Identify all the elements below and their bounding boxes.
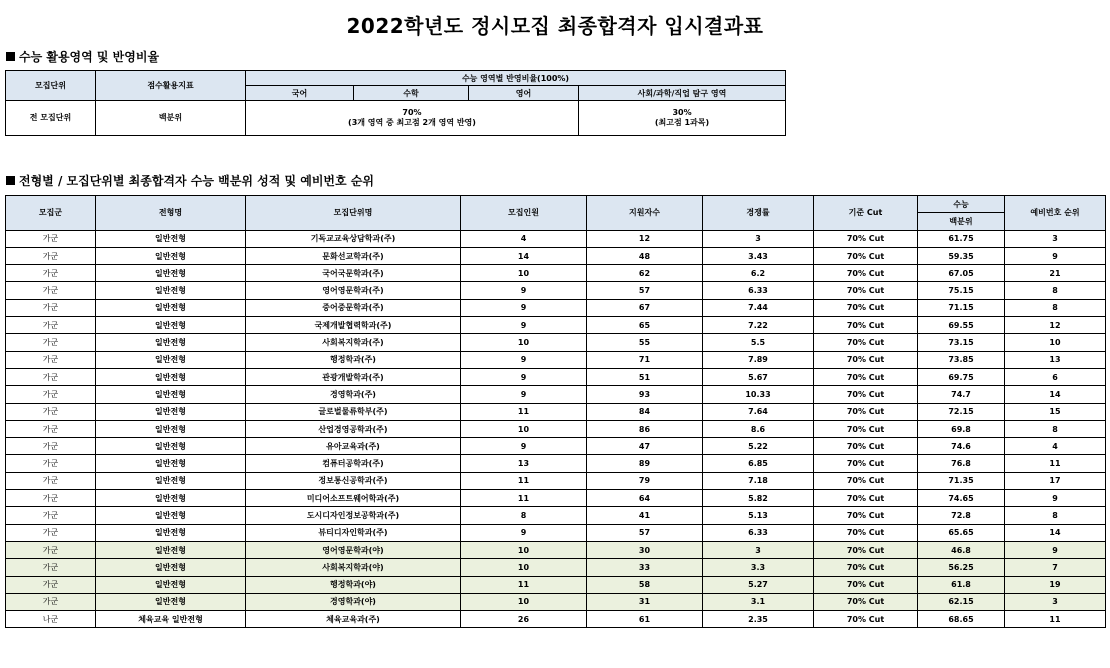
table-row — [6, 334, 1106, 351]
row-unit: 전 모집단위 — [6, 101, 96, 136]
cell-quota: 9 — [461, 282, 587, 299]
row-inquiry-ratio — [579, 101, 786, 136]
cell-waitlist: 6 — [1005, 368, 1106, 385]
cell-group: 가군 — [6, 455, 96, 472]
cell-type: 일반전형 — [96, 576, 246, 593]
cell-applicants: 31 — [587, 593, 703, 610]
cell-applicants: 64 — [587, 490, 703, 507]
header-inquiry: 사회/과학/직업 탐구 영역 — [579, 86, 786, 101]
table-row — [6, 524, 1106, 541]
cell-quota: 10 — [461, 334, 587, 351]
cell-group: 가군 — [6, 403, 96, 420]
table-row — [6, 576, 1106, 593]
cell-rate: 6.2 — [703, 265, 814, 282]
cell-applicants: 67 — [587, 299, 703, 316]
cell-quota: 8 — [461, 507, 587, 524]
cell-waitlist: 9 — [1005, 541, 1106, 558]
header-math: 수학 — [354, 86, 469, 101]
cell-type: 일반전형 — [96, 403, 246, 420]
cell-percentile: 71.35 — [918, 472, 1005, 489]
cell-group: 가군 — [6, 472, 96, 489]
header-unit: 모집단위 — [6, 71, 96, 101]
cell-type: 일반전형 — [96, 455, 246, 472]
cell-percentile: 56.25 — [918, 559, 1005, 576]
cell-unit-name: 미디어소프트웨어학과(주) — [246, 490, 461, 507]
cell-applicants: 41 — [587, 507, 703, 524]
cell-waitlist: 8 — [1005, 420, 1106, 437]
cell-group: 가군 — [6, 299, 96, 316]
section-heading-suneung-ratio — [6, 48, 159, 65]
cell-cut: 70% Cut — [814, 507, 918, 524]
cell-rate: 7.89 — [703, 351, 814, 368]
cell-waitlist: 19 — [1005, 576, 1106, 593]
inquiry-ratio-value: 30% — [672, 108, 692, 117]
cell-group: 가군 — [6, 247, 96, 264]
cell-rate: 6.85 — [703, 455, 814, 472]
cell-waitlist: 7 — [1005, 559, 1106, 576]
cell-group: 가군 — [6, 230, 96, 247]
table-row — [6, 490, 1106, 507]
header-waitlist: 예비번호 순위 — [1005, 196, 1106, 231]
cell-cut: 70% Cut — [814, 455, 918, 472]
table-row — [6, 317, 1106, 334]
cell-group: 가군 — [6, 541, 96, 558]
section-heading-label: 전형별 / 모집단위별 최종합격자 수능 백분위 성적 및 예비번호 순위 — [19, 174, 374, 188]
main-ratio-value: 70% — [402, 108, 422, 117]
cell-applicants: 61 — [587, 611, 703, 628]
table-row — [6, 351, 1106, 368]
cell-unit-name: 뷰티디자인학과(주) — [246, 524, 461, 541]
cell-percentile: 68.65 — [918, 611, 1005, 628]
cell-percentile: 74.7 — [918, 386, 1005, 403]
square-bullet-icon — [6, 52, 15, 61]
cell-quota: 13 — [461, 455, 587, 472]
cell-applicants: 48 — [587, 247, 703, 264]
cell-percentile: 69.8 — [918, 420, 1005, 437]
cell-quota: 9 — [461, 438, 587, 455]
cell-group: 가군 — [6, 420, 96, 437]
cell-quota: 14 — [461, 247, 587, 264]
table-row — [6, 472, 1106, 489]
cell-cut: 70% Cut — [814, 317, 918, 334]
cell-applicants: 12 — [587, 230, 703, 247]
cell-quota: 9 — [461, 386, 587, 403]
cell-cut: 70% Cut — [814, 386, 918, 403]
cell-type: 일반전형 — [96, 368, 246, 385]
cell-waitlist: 14 — [1005, 524, 1106, 541]
cell-group: 가군 — [6, 351, 96, 368]
table-row — [6, 559, 1106, 576]
cell-type: 일반전형 — [96, 541, 246, 558]
cell-rate: 5.13 — [703, 507, 814, 524]
cell-unit-name: 중어중문학과(주) — [246, 299, 461, 316]
cell-percentile: 69.55 — [918, 317, 1005, 334]
header-ratio: 수능 영역별 반영비율(100%) — [246, 71, 786, 86]
cell-percentile: 69.75 — [918, 368, 1005, 385]
cell-cut: 70% Cut — [814, 334, 918, 351]
cell-cut: 70% Cut — [814, 559, 918, 576]
cell-rate: 6.33 — [703, 282, 814, 299]
cell-group: 나군 — [6, 611, 96, 628]
cell-cut: 70% Cut — [814, 472, 918, 489]
cell-quota: 9 — [461, 299, 587, 316]
cell-cut: 70% Cut — [814, 282, 918, 299]
cell-unit-name: 정보통신공학과(주) — [246, 472, 461, 489]
cell-unit-name: 사회복지학과(야) — [246, 559, 461, 576]
cell-type: 일반전형 — [96, 317, 246, 334]
cell-percentile: 62.15 — [918, 593, 1005, 610]
cell-cut: 70% Cut — [814, 351, 918, 368]
cell-unit-name: 영어영문학과(주) — [246, 282, 461, 299]
cell-type: 일반전형 — [96, 351, 246, 368]
cell-applicants: 79 — [587, 472, 703, 489]
cell-unit-name: 도시디자인정보공학과(주) — [246, 507, 461, 524]
results-table — [5, 195, 1106, 628]
cell-waitlist: 3 — [1005, 593, 1106, 610]
cell-quota: 10 — [461, 593, 587, 610]
cell-rate: 2.35 — [703, 611, 814, 628]
cell-group: 가군 — [6, 559, 96, 576]
cell-type: 일반전형 — [96, 420, 246, 437]
cell-percentile: 73.15 — [918, 334, 1005, 351]
cell-type: 일반전형 — [96, 524, 246, 541]
table-row — [6, 593, 1106, 610]
cell-applicants: 55 — [587, 334, 703, 351]
row-index: 백분위 — [96, 101, 246, 136]
cell-unit-name: 경영학과(야) — [246, 593, 461, 610]
cell-applicants: 57 — [587, 524, 703, 541]
cell-waitlist: 12 — [1005, 317, 1106, 334]
cell-group: 가군 — [6, 438, 96, 455]
cell-cut: 70% Cut — [814, 265, 918, 282]
cell-rate: 5.22 — [703, 438, 814, 455]
cell-quota: 11 — [461, 403, 587, 420]
cell-rate: 5.82 — [703, 490, 814, 507]
cell-quota: 11 — [461, 490, 587, 507]
cell-percentile: 61.75 — [918, 230, 1005, 247]
cell-type: 일반전형 — [96, 247, 246, 264]
cell-percentile: 76.8 — [918, 455, 1005, 472]
cell-percentile: 73.85 — [918, 351, 1005, 368]
header-rate: 경쟁률 — [703, 196, 814, 231]
cell-type: 일반전형 — [96, 438, 246, 455]
cell-waitlist: 17 — [1005, 472, 1106, 489]
cell-quota: 10 — [461, 420, 587, 437]
cell-quota: 9 — [461, 368, 587, 385]
cell-type: 일반전형 — [96, 490, 246, 507]
table-row — [6, 403, 1106, 420]
cell-cut: 70% Cut — [814, 368, 918, 385]
table-row — [6, 507, 1106, 524]
cell-applicants: 51 — [587, 368, 703, 385]
cell-applicants: 86 — [587, 420, 703, 437]
cell-applicants: 93 — [587, 386, 703, 403]
cell-rate: 7.44 — [703, 299, 814, 316]
cell-rate: 10.33 — [703, 386, 814, 403]
cell-percentile: 74.6 — [918, 438, 1005, 455]
cell-quota: 10 — [461, 265, 587, 282]
table-row — [6, 420, 1106, 437]
header-group: 모집군 — [6, 196, 96, 231]
cell-group: 가군 — [6, 576, 96, 593]
header-percentile: 백분위 — [918, 213, 1005, 230]
cell-applicants: 62 — [587, 265, 703, 282]
cell-unit-name: 행정학과(야) — [246, 576, 461, 593]
cell-percentile: 74.65 — [918, 490, 1005, 507]
cell-applicants: 58 — [587, 576, 703, 593]
cell-quota: 9 — [461, 524, 587, 541]
cell-waitlist: 4 — [1005, 438, 1106, 455]
cell-quota: 11 — [461, 576, 587, 593]
cell-waitlist: 11 — [1005, 611, 1106, 628]
cell-group: 가군 — [6, 282, 96, 299]
cell-applicants: 33 — [587, 559, 703, 576]
cell-waitlist: 8 — [1005, 299, 1106, 316]
header-applicants: 지원자수 — [587, 196, 703, 231]
cell-cut: 70% Cut — [814, 541, 918, 558]
header-quota: 모집인원 — [461, 196, 587, 231]
cell-cut: 70% Cut — [814, 230, 918, 247]
cell-rate: 5.67 — [703, 368, 814, 385]
cell-applicants: 65 — [587, 317, 703, 334]
cell-waitlist: 21 — [1005, 265, 1106, 282]
cell-waitlist: 9 — [1005, 490, 1106, 507]
cell-cut: 70% Cut — [814, 611, 918, 628]
section-heading-label: 수능 활용영역 및 반영비율 — [19, 50, 160, 64]
cell-waitlist: 8 — [1005, 507, 1106, 524]
header-unit-name: 모집단위명 — [246, 196, 461, 231]
cell-percentile: 67.05 — [918, 265, 1005, 282]
cell-unit-name: 컴퓨터공학과(주) — [246, 455, 461, 472]
cell-rate: 5.5 — [703, 334, 814, 351]
cell-group: 가군 — [6, 317, 96, 334]
header-korean: 국어 — [246, 86, 354, 101]
cell-unit-name: 영어영문학과(야) — [246, 541, 461, 558]
cell-unit-name: 체육교육과(주) — [246, 611, 461, 628]
cell-rate: 5.27 — [703, 576, 814, 593]
header-english: 영어 — [469, 86, 579, 101]
cell-cut: 70% Cut — [814, 438, 918, 455]
header-suneung: 수능 — [918, 196, 1005, 213]
cell-unit-name: 글로벌물류학부(주) — [246, 403, 461, 420]
main-ratio-note: (3개 영역 중 최고점 2개 영역 반영) — [348, 118, 476, 127]
cell-rate: 3.3 — [703, 559, 814, 576]
header-cut: 기준 Cut — [814, 196, 918, 231]
table-row — [6, 230, 1106, 247]
cell-unit-name: 사회복지학과(주) — [246, 334, 461, 351]
cell-quota: 4 — [461, 230, 587, 247]
cell-percentile: 59.35 — [918, 247, 1005, 264]
cell-type: 일반전형 — [96, 334, 246, 351]
cell-group: 가군 — [6, 265, 96, 282]
cell-percentile: 61.8 — [918, 576, 1005, 593]
table-row — [6, 611, 1106, 628]
cell-type: 일반전형 — [96, 282, 246, 299]
cell-type: 일반전형 — [96, 299, 246, 316]
cell-cut: 70% Cut — [814, 420, 918, 437]
cell-group: 가군 — [6, 490, 96, 507]
cell-applicants: 71 — [587, 351, 703, 368]
cell-type: 일반전형 — [96, 507, 246, 524]
cell-percentile: 46.8 — [918, 541, 1005, 558]
cell-unit-name: 기독교교육상담학과(주) — [246, 230, 461, 247]
cell-applicants: 84 — [587, 403, 703, 420]
cell-type: 일반전형 — [96, 230, 246, 247]
cell-group: 가군 — [6, 386, 96, 403]
cell-waitlist: 15 — [1005, 403, 1106, 420]
cell-percentile: 65.65 — [918, 524, 1005, 541]
cell-type: 일반전형 — [96, 265, 246, 282]
cell-cut: 70% Cut — [814, 576, 918, 593]
cell-unit-name: 산업경영공학과(주) — [246, 420, 461, 437]
cell-waitlist: 14 — [1005, 386, 1106, 403]
cell-group: 가군 — [6, 334, 96, 351]
table-row — [6, 282, 1106, 299]
cell-unit-name: 문화선교학과(주) — [246, 247, 461, 264]
cell-group: 가군 — [6, 368, 96, 385]
suneung-ratio-table — [5, 70, 786, 136]
cell-unit-name: 관광개발학과(주) — [246, 368, 461, 385]
cell-group: 가군 — [6, 524, 96, 541]
page-title: 2022학년도 정시모집 최종합격자 입시결과표 — [346, 14, 764, 38]
cell-applicants: 30 — [587, 541, 703, 558]
inquiry-ratio-note: (최고점 1과목) — [654, 118, 710, 127]
table-row — [6, 247, 1106, 264]
table-row — [6, 455, 1106, 472]
cell-rate: 7.64 — [703, 403, 814, 420]
cell-rate: 7.22 — [703, 317, 814, 334]
cell-cut: 70% Cut — [814, 403, 918, 420]
cell-group: 가군 — [6, 593, 96, 610]
cell-quota: 9 — [461, 317, 587, 334]
cell-cut: 70% Cut — [814, 490, 918, 507]
cell-unit-name: 국어국문학과(주) — [246, 265, 461, 282]
cell-cut: 70% Cut — [814, 299, 918, 316]
cell-cut: 70% Cut — [814, 593, 918, 610]
cell-quota: 11 — [461, 472, 587, 489]
cell-applicants: 57 — [587, 282, 703, 299]
cell-percentile: 71.15 — [918, 299, 1005, 316]
cell-percentile: 75.15 — [918, 282, 1005, 299]
square-bullet-icon — [6, 176, 15, 185]
cell-waitlist: 3 — [1005, 230, 1106, 247]
table-row — [6, 438, 1106, 455]
cell-type: 일반전형 — [96, 472, 246, 489]
cell-rate: 8.6 — [703, 420, 814, 437]
cell-applicants: 89 — [587, 455, 703, 472]
cell-applicants: 47 — [587, 438, 703, 455]
cell-quota: 26 — [461, 611, 587, 628]
cell-type: 일반전형 — [96, 386, 246, 403]
cell-rate: 3.43 — [703, 247, 814, 264]
table-row — [6, 541, 1106, 558]
cell-waitlist: 9 — [1005, 247, 1106, 264]
cell-waitlist: 13 — [1005, 351, 1106, 368]
table-row — [6, 299, 1106, 316]
cell-group: 가군 — [6, 507, 96, 524]
header-type: 전형명 — [96, 196, 246, 231]
cell-cut: 70% Cut — [814, 247, 918, 264]
cell-rate: 7.18 — [703, 472, 814, 489]
cell-quota: 10 — [461, 559, 587, 576]
cell-quota: 10 — [461, 541, 587, 558]
cell-quota: 9 — [461, 351, 587, 368]
cell-rate: 3 — [703, 541, 814, 558]
cell-type: 체육교육 일반전형 — [96, 611, 246, 628]
cell-type: 일반전형 — [96, 559, 246, 576]
cell-rate: 3 — [703, 230, 814, 247]
table-row — [6, 368, 1106, 385]
cell-waitlist: 8 — [1005, 282, 1106, 299]
cell-percentile: 72.15 — [918, 403, 1005, 420]
cell-rate: 3.1 — [703, 593, 814, 610]
table-row — [6, 386, 1106, 403]
table-row — [6, 265, 1106, 282]
row-main-ratio — [246, 101, 579, 136]
cell-unit-name: 유아교육과(주) — [246, 438, 461, 455]
cell-rate: 6.33 — [703, 524, 814, 541]
section-heading-results — [6, 172, 374, 189]
cell-waitlist: 10 — [1005, 334, 1106, 351]
header-score-index: 점수활용지표 — [96, 71, 246, 101]
cell-percentile: 72.8 — [918, 507, 1005, 524]
cell-waitlist: 11 — [1005, 455, 1106, 472]
cell-unit-name: 경영학과(주) — [246, 386, 461, 403]
cell-cut: 70% Cut — [814, 524, 918, 541]
cell-unit-name: 행정학과(주) — [246, 351, 461, 368]
cell-type: 일반전형 — [96, 593, 246, 610]
cell-unit-name: 국제개발협력학과(주) — [246, 317, 461, 334]
